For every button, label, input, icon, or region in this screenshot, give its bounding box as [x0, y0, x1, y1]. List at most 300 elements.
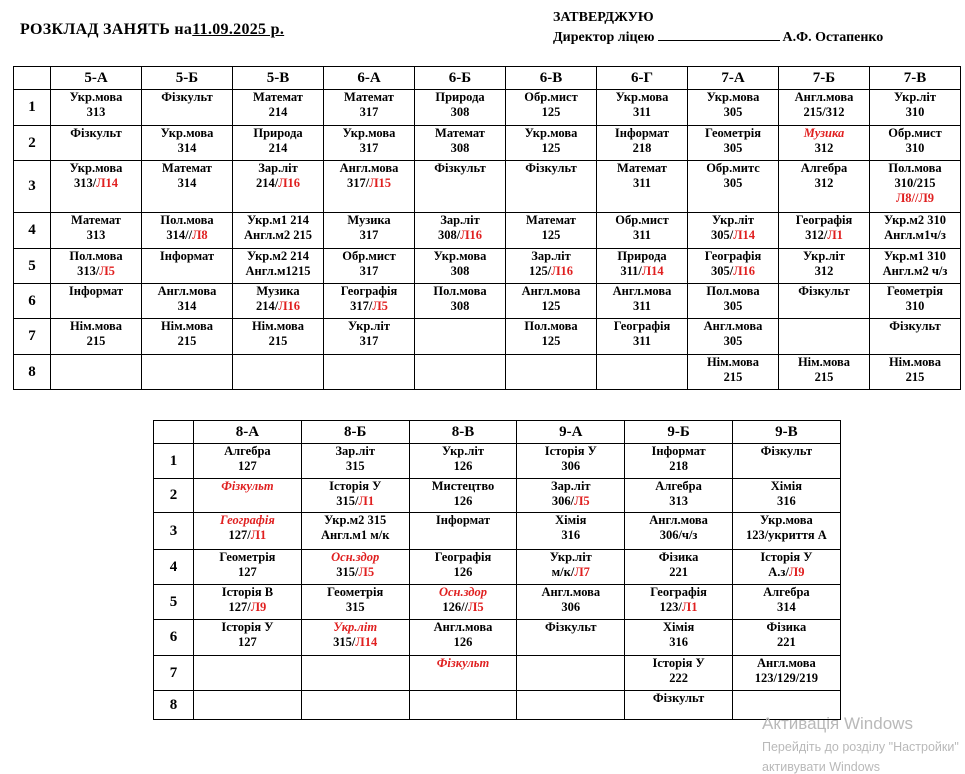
subject-name: Укр.мова [615, 90, 669, 104]
lesson-line [597, 284, 687, 299]
lesson-code: Л1 [358, 494, 375, 508]
lesson-line [870, 249, 960, 264]
class-header: 7-В [870, 67, 961, 90]
subject-name: Англ.мова [339, 161, 399, 175]
lesson-line [194, 444, 301, 459]
subject-name: Укр.м2 315 [324, 513, 387, 527]
lesson-line [870, 161, 960, 176]
lesson-row [154, 444, 841, 479]
lesson-cell [870, 355, 961, 390]
lesson-line [625, 565, 732, 580]
lesson-line [779, 105, 869, 120]
lesson-line [870, 370, 960, 385]
room-number: 314// [166, 228, 193, 242]
room-number: 313/ [73, 176, 97, 190]
lesson-cell [517, 656, 625, 691]
lesson-line [625, 671, 732, 686]
room-number: 123/129/219 [754, 671, 818, 685]
lesson-line [506, 90, 596, 105]
lesson-cell [517, 444, 625, 479]
lesson-line [597, 105, 687, 120]
lesson-line [733, 671, 840, 686]
lesson-row [154, 513, 841, 550]
lesson-line [233, 319, 323, 334]
lesson-line [415, 126, 505, 141]
lesson-number: 8 [14, 355, 51, 390]
lesson-line [51, 334, 141, 349]
lesson-cell [233, 126, 324, 161]
subject-name: Укр.мова [760, 513, 813, 527]
subject-name: Зар.літ [335, 444, 375, 458]
lesson-line [688, 228, 778, 243]
lesson-cell [870, 249, 961, 284]
subject-name: Укр.мова [433, 249, 487, 263]
lesson-cell [779, 249, 870, 284]
lesson-line [733, 635, 840, 650]
subject-name: Фізкульт [434, 161, 486, 175]
class-header: 9-А [517, 421, 625, 444]
lesson-line [142, 284, 232, 299]
subject-name: Англ.мова [703, 319, 763, 333]
lesson-cell [625, 585, 733, 620]
lesson-line [410, 635, 517, 650]
lesson-line [597, 299, 687, 314]
lesson-cell [732, 513, 840, 550]
room-number: 310/215 [894, 176, 936, 190]
lesson-code: Л15 [369, 176, 392, 190]
lesson-line [410, 513, 517, 528]
lesson-line [597, 141, 687, 156]
lesson-code: Л5 [372, 299, 388, 313]
lesson-code: Л1 [827, 228, 843, 242]
lesson-cell [409, 585, 517, 620]
lesson-line [688, 355, 778, 370]
lesson-line [233, 126, 323, 141]
lesson-line [302, 444, 409, 459]
subject-name: Музика [347, 213, 391, 227]
lesson-cell [625, 656, 733, 691]
lesson-cell [732, 585, 840, 620]
subject-name: Інформат [435, 513, 491, 527]
subject-name: Геометрія [219, 550, 276, 564]
lesson-line [597, 176, 687, 191]
lesson-line [597, 228, 687, 243]
lesson-line [233, 176, 323, 191]
subject-name: Природа [435, 90, 485, 104]
subject-name: Географія [434, 550, 492, 564]
subject-name: Хімія [770, 479, 802, 493]
lesson-code: Л1 [250, 528, 267, 542]
class-header: 8-А [194, 421, 302, 444]
lesson-cell [415, 319, 506, 355]
lesson-cell [233, 161, 324, 213]
lesson-line [597, 319, 687, 334]
lesson-cell [506, 126, 597, 161]
lesson-number: 2 [154, 479, 194, 513]
lesson-line [625, 600, 732, 615]
corner-cell [14, 67, 51, 90]
lesson-cell [233, 284, 324, 319]
lesson-line [233, 90, 323, 105]
lesson-cell [779, 126, 870, 161]
lesson-cell [597, 319, 688, 355]
lesson-cell [597, 355, 688, 390]
room-number: 312 [814, 176, 834, 190]
lesson-cell [597, 284, 688, 319]
class-header: 9-Б [625, 421, 733, 444]
room-number: 305 [723, 176, 743, 190]
room-number: 310 [905, 299, 925, 313]
lesson-cell [324, 284, 415, 319]
subject-name: Укр.м1 214 [246, 213, 310, 227]
lesson-line [415, 228, 505, 243]
signature-line [658, 28, 780, 41]
lesson-line [410, 585, 517, 600]
room-number: 315/ [333, 635, 356, 649]
class-header: 8-В [409, 421, 517, 444]
lesson-line [625, 513, 732, 528]
subject-name: Історія У [329, 479, 382, 493]
lesson-cell [597, 90, 688, 126]
lesson-line [506, 161, 596, 176]
lesson-cell [409, 479, 517, 513]
room-number: 218 [632, 141, 652, 155]
class-header: 5-А [51, 67, 142, 90]
lesson-line [870, 191, 960, 206]
room-number: 221 [669, 565, 688, 579]
lesson-line [410, 444, 517, 459]
subject-name: Інформат [614, 126, 670, 140]
windows-activation-title: Активація Windows [762, 714, 913, 733]
lesson-cell [301, 444, 409, 479]
room-number: 126 [453, 459, 473, 473]
subject-name: Англ.мова [649, 513, 708, 527]
lesson-line [779, 126, 869, 141]
room-number: 317 [359, 228, 379, 242]
lesson-cell [194, 550, 302, 585]
lesson-line [51, 284, 141, 299]
lesson-line [597, 249, 687, 264]
lesson-line [688, 141, 778, 156]
lesson-line [688, 264, 778, 279]
subject-name: Музика [256, 284, 300, 298]
room-number: 127 [238, 459, 257, 473]
lesson-code: Л8//Л9 [895, 191, 935, 205]
lesson-line [779, 355, 869, 370]
lesson-line [324, 90, 414, 105]
lesson-cell [409, 513, 517, 550]
room-number: 305 [723, 334, 743, 348]
lesson-line [517, 565, 624, 580]
lesson-cell [324, 90, 415, 126]
lesson-line [688, 299, 778, 314]
lesson-line [779, 228, 869, 243]
subject-name: Фізкульт [798, 284, 850, 298]
room-number: 316 [669, 635, 688, 649]
subject-name: Географія [795, 213, 853, 227]
lesson-line [415, 213, 505, 228]
subject-name: Природа [253, 126, 303, 140]
lesson-cell [625, 691, 733, 720]
subject-name: Фізкульт [221, 479, 274, 493]
subject-name: Зар.літ [258, 161, 298, 175]
lesson-cell [870, 213, 961, 249]
subject-name: Музика [803, 126, 845, 140]
lesson-line [625, 620, 732, 635]
lesson-cell [233, 90, 324, 126]
lesson-line [51, 176, 141, 191]
room-number: 306/ч/з [659, 528, 698, 542]
lesson-cell [301, 620, 409, 656]
lesson-code: Л8 [192, 228, 208, 242]
subject-name: Пол.мова [433, 284, 487, 298]
room-number: 312 [814, 264, 834, 278]
lesson-line [410, 620, 517, 635]
room-number: 312/ [805, 228, 828, 242]
room-number: 315/ [336, 494, 359, 508]
class-header: 8-Б [301, 421, 409, 444]
lesson-number: 7 [154, 656, 194, 691]
lesson-cell [194, 620, 302, 656]
lesson-line [302, 600, 409, 615]
lesson-line [779, 90, 869, 105]
lesson-line [688, 284, 778, 299]
lesson-line [870, 126, 960, 141]
lesson-line [415, 284, 505, 299]
lesson-cell [415, 284, 506, 319]
lesson-line [51, 90, 141, 105]
lesson-line [142, 319, 232, 334]
subject-name: Фізкульт [436, 656, 490, 670]
room-number: 305 [723, 299, 743, 313]
lesson-cell [517, 550, 625, 585]
lesson-cell [233, 213, 324, 249]
lesson-row [14, 161, 961, 213]
room-number: 221 [777, 635, 796, 649]
lesson-line [870, 264, 960, 279]
room-number: 305/ [710, 228, 734, 242]
room-number: 215 [814, 370, 834, 384]
subject-name: Історія В [221, 585, 274, 599]
lesson-number: 7 [14, 319, 51, 355]
room-number: 311 [632, 299, 652, 313]
lesson-cell [324, 213, 415, 249]
room-number: 306/ [551, 494, 575, 508]
room-number: 315/ [336, 565, 359, 579]
subject-name: Фізкульт [545, 620, 597, 634]
subject-name: Пол.мова [69, 249, 123, 263]
subject-name: Мистецтво [431, 479, 495, 493]
lesson-cell [324, 161, 415, 213]
room-number: 214/ [255, 176, 279, 190]
lesson-line [142, 334, 232, 349]
subject-name: Пол.мова [706, 284, 760, 298]
subject-name: Алгебра [655, 479, 702, 493]
lesson-cell [506, 319, 597, 355]
lesson-line [142, 176, 232, 191]
room-number: 123/укриття А [745, 528, 827, 542]
subject-name: Англ.мова [433, 620, 493, 634]
lesson-line [733, 444, 840, 459]
lesson-line [142, 213, 232, 228]
lesson-line [233, 105, 323, 120]
lesson-row [154, 656, 841, 691]
room-number: 310 [905, 141, 925, 155]
class-header: 9-В [732, 421, 840, 444]
lesson-cell [625, 513, 733, 550]
lesson-line [194, 600, 301, 615]
lesson-line [625, 528, 732, 543]
subject-name: Нім.мова [160, 319, 214, 333]
lesson-line [779, 161, 869, 176]
lesson-line [517, 600, 624, 615]
subject-name: Нім.мова [251, 319, 305, 333]
lesson-cell [732, 620, 840, 656]
lesson-number: 8 [154, 691, 194, 720]
lesson-line [194, 513, 301, 528]
lesson-line [410, 550, 517, 565]
windows-activation-text-2: активувати Windows [762, 760, 880, 774]
subject-name: Геометрія [886, 284, 944, 298]
room-number: 314 [777, 600, 796, 614]
lesson-code: Л16 [733, 264, 756, 278]
room-number: 126 [453, 565, 473, 579]
lesson-row [154, 550, 841, 585]
lesson-cell [233, 249, 324, 284]
lesson-line [597, 161, 687, 176]
lesson-line [233, 213, 323, 228]
lesson-line [302, 528, 409, 543]
subject-name: Фізкульт [760, 444, 813, 458]
room-number: 317 [359, 141, 379, 155]
lesson-line [302, 494, 409, 509]
subject-name: Алгебра [800, 161, 848, 175]
lesson-line [324, 249, 414, 264]
lesson-cell [688, 355, 779, 390]
lesson-line [415, 105, 505, 120]
lesson-line [142, 299, 232, 314]
lesson-cell [142, 249, 233, 284]
lesson-cell [597, 126, 688, 161]
room-number: 308 [450, 105, 470, 119]
lesson-number: 1 [14, 90, 51, 126]
lesson-cell [597, 249, 688, 284]
subject-name: Укр.мова [524, 126, 578, 140]
lesson-cell [51, 213, 142, 249]
lesson-row [14, 355, 961, 390]
lesson-cell [51, 126, 142, 161]
schedule-title [20, 21, 284, 39]
lesson-line [870, 228, 960, 243]
windows-activation-text: Перейдіть до розділу "Настройки" [762, 740, 959, 754]
lesson-cell [409, 550, 517, 585]
lesson-line [870, 319, 960, 334]
lesson-cell [415, 161, 506, 213]
director-label: Директор ліцею [553, 30, 655, 45]
lesson-cell [688, 249, 779, 284]
lesson-line [233, 141, 323, 156]
lesson-line [410, 459, 517, 474]
lesson-line [233, 161, 323, 176]
subject-name: Географія [340, 284, 398, 298]
lesson-line [302, 635, 409, 650]
lesson-line [506, 284, 596, 299]
room-number: А.з/ [768, 565, 789, 579]
lesson-line [324, 176, 414, 191]
lesson-line [597, 264, 687, 279]
lesson-cell [517, 479, 625, 513]
lesson-line [194, 479, 301, 494]
subject-name: Фізика [766, 620, 807, 634]
subject-name: Укр.мова [342, 126, 396, 140]
room-number: 317 [359, 264, 379, 278]
lesson-line [415, 299, 505, 314]
lesson-line [142, 228, 232, 243]
lesson-cell [732, 479, 840, 513]
subject-name: Укр.мова [69, 90, 123, 104]
lesson-line [324, 105, 414, 120]
lesson-code: Л9 [788, 565, 805, 579]
lesson-cell [142, 90, 233, 126]
room-number: 315 [345, 600, 365, 614]
subject-name: Зар.літ [440, 213, 480, 227]
subject-name: Обр.мист [342, 249, 396, 263]
lesson-line [506, 249, 596, 264]
lesson-line [51, 213, 141, 228]
lesson-line [870, 355, 960, 370]
room-number: 316 [777, 494, 796, 508]
lesson-line [625, 494, 732, 509]
room-number: 311 [632, 105, 652, 119]
room-number: Англ.м1ч/з [884, 228, 946, 242]
lesson-cell [779, 319, 870, 355]
room-number: 214 [268, 105, 288, 119]
room-number: 127 [238, 565, 257, 579]
lesson-cell [779, 284, 870, 319]
lesson-line [733, 479, 840, 494]
room-number: 218 [669, 459, 688, 473]
room-number: 123/ [659, 600, 682, 614]
lesson-cell [301, 656, 409, 691]
lesson-line [779, 176, 869, 191]
lesson-cell [301, 513, 409, 550]
subject-name: Осн.здор [438, 585, 488, 599]
room-number: 305/ [710, 264, 734, 278]
lesson-cell [506, 249, 597, 284]
lesson-line [517, 620, 624, 635]
lesson-cell [51, 355, 142, 390]
lesson-row [14, 213, 961, 249]
class-header: 7-А [688, 67, 779, 90]
subject-name: Історія У [544, 444, 597, 458]
lesson-line [194, 635, 301, 650]
room-number: 310 [905, 105, 925, 119]
subject-name: Укр.м1 310 [883, 249, 947, 263]
lesson-line [51, 228, 141, 243]
lesson-cell [409, 620, 517, 656]
lesson-code: Л14 [733, 228, 756, 242]
room-number: 313 [86, 105, 106, 119]
lesson-line [870, 284, 960, 299]
lesson-line [870, 141, 960, 156]
lesson-cell [301, 691, 409, 720]
lesson-line [779, 213, 869, 228]
room-number: 306 [561, 459, 581, 473]
room-number: 125 [541, 105, 561, 119]
subject-name: Фізика [658, 550, 699, 564]
subject-name: Пол.мова [524, 319, 578, 333]
subject-name: Обр.мист [615, 213, 669, 227]
